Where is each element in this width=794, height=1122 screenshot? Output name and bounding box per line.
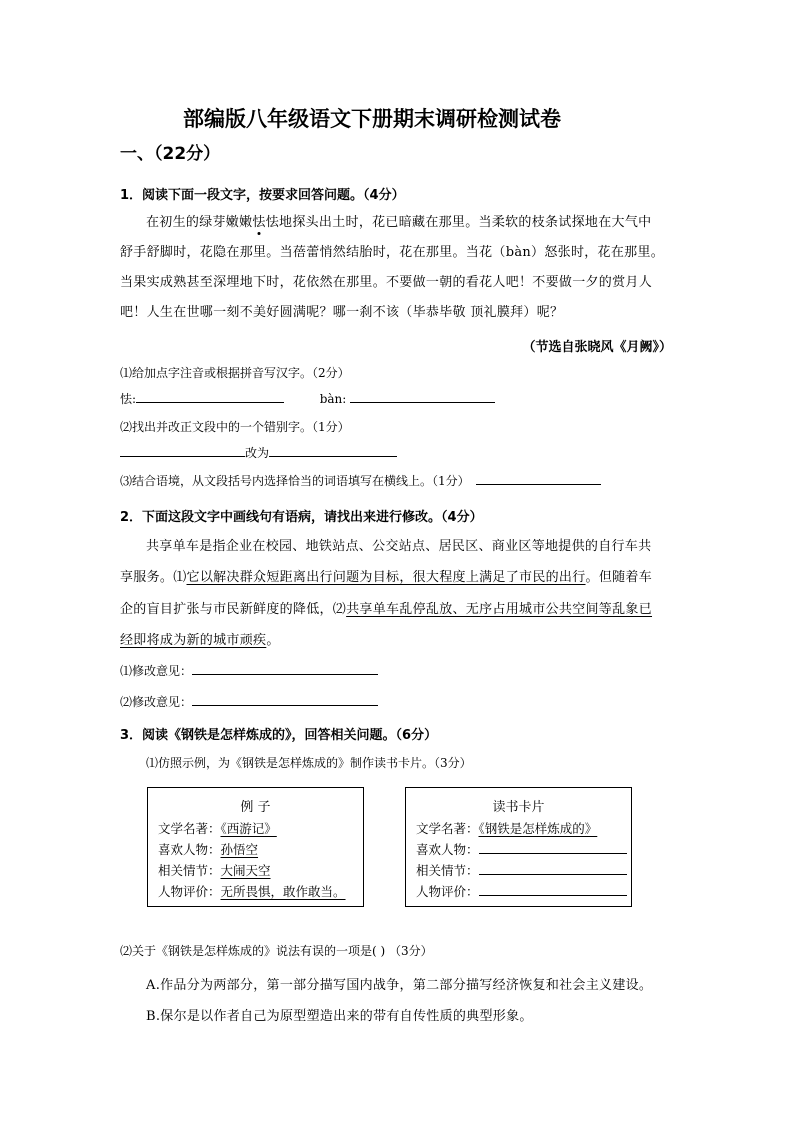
q2-opinion-1 [120, 662, 378, 679]
example-row-label: 喜欢人物： [158, 842, 221, 857]
answer-blank-word-choice[interactable] [476, 472, 601, 485]
reading-card-label: 文学名著： [416, 821, 479, 836]
dotted-char: 怯 [252, 215, 266, 230]
option-b: B.保尔是以作者自己为原型塑造出来的带有自传性质的典型形象。 [146, 1009, 533, 1024]
example-row [158, 819, 277, 837]
example-row-label: 人物评价： [158, 884, 221, 899]
q3-sub1: ⑴仿照示例，为《钢铁是怎样炼成的》制作读书卡片。（3分） [146, 756, 472, 770]
q2-line-2 [120, 566, 652, 585]
reading-card-label: 相关情节： [416, 863, 479, 878]
answer-blank-opinion-2[interactable] [192, 693, 378, 706]
example-row-value: 无所畏惧，敢作敢当。 [220, 884, 346, 899]
example-row-label: 文学名著： [158, 821, 221, 836]
underlined-sentence-1: 它以解决群众短距离出行问题为目标，很大程度上满足了市民的出行 [186, 570, 586, 585]
q1-sub3 [120, 472, 601, 489]
reading-card-title: 读书卡片 [492, 800, 545, 815]
q1-line1-post: 怯地探头出土时，花已暗藏在那里。当柔软的枝条试探地在大气中 [265, 215, 652, 230]
answer-blank-evaluation[interactable] [479, 883, 627, 896]
example-row-value: 孙悟空 [220, 842, 259, 857]
example-row [158, 840, 258, 858]
answer-blank-qie[interactable] [136, 390, 284, 403]
q1-sub1-label-a: 怯: [120, 392, 137, 406]
q1-sub1-answers [120, 390, 495, 407]
underlined-sentence-2: 共享单车乱停乱放、无序占用城市公共空间等乱象已 [346, 602, 653, 617]
page-title: 部编版八年级语文下册期末调研检测试卷 [183, 107, 561, 131]
q2-line2-post: 。但随着车 [585, 570, 653, 585]
example-card [147, 787, 364, 907]
q1-sub2-mid: 改为 [245, 446, 270, 460]
answer-blank-wrong-char[interactable] [120, 444, 245, 457]
q2-opinion-2-label: ⑵修改意见： [120, 695, 193, 709]
example-row-value: 《西游记》 [220, 821, 277, 836]
q1-sub1: ⑴给加点字注音或根据拼音写汉字。（2分） [120, 366, 350, 380]
q1-sub2-answers [120, 444, 397, 461]
q2-opinion-2 [120, 693, 378, 710]
reading-card-book: 《钢铁是怎样炼成的》 [478, 821, 598, 836]
example-row [158, 882, 346, 900]
q2-line4-post: 。 [266, 633, 280, 648]
underlined-sentence-2-cont: 经即将成为新的城市顽疾 [120, 633, 267, 648]
section-heading: 一、（22分） [120, 144, 221, 164]
q1-sub3-text: ⑶结合语境，从文段括号内选择恰当的词语填写在横线上。（1分） [120, 474, 470, 488]
option-a: A.作品分为两部分，第一部分描写国内战争，第二部分描写经济恢复和社会主义建设。 [146, 978, 653, 993]
example-row-label: 相关情节： [158, 863, 221, 878]
q1-sub2: ⑵找出并改正文段中的一个错别字。（1分） [120, 420, 350, 434]
question-2-heading: 2．下面这段文字中画线句有语病，请找出来进行修改。（4分） [120, 510, 483, 525]
question-1-heading: 1．阅读下面一段文字，按要求回答问题。（4分） [120, 188, 405, 203]
q2-line2-pre: 享服务。⑴ [120, 570, 187, 585]
passage-source: （节选自张晓风《月阙》） [522, 340, 672, 355]
q1-line1-pre: 在初生的绿芽嫩嫩 [146, 215, 253, 230]
reading-card-label: 人物评价： [416, 884, 479, 899]
q2-line-1: 共享单车是指企业在校园、地铁站点、公交站点、居民区、商业区等地提供的自行车共 [146, 539, 652, 554]
q1-paragraph-line-1 [146, 211, 651, 230]
example-row-value: 大闹天空 [220, 863, 271, 878]
answer-blank-correct-char[interactable] [269, 444, 397, 457]
q1-paragraph-line-4: 吧！人生在世哪一刻不美好圆满呢？哪一刹不该（毕恭毕敬 顶礼膜拜）呢？ [120, 305, 564, 320]
answer-blank-ban[interactable] [350, 390, 495, 403]
example-row [158, 861, 271, 879]
reading-card [405, 787, 632, 907]
answer-blank-favorite-character[interactable] [479, 841, 627, 854]
q1-sub1-label-b: bàn: [319, 392, 347, 406]
example-card-title: 例 子 [240, 800, 271, 815]
q1-paragraph-line-3: 当果实成熟甚至深埋地下时，花依然在那里。不要做一朝的看花人吧！不要做一夕的赏月人 [120, 275, 653, 290]
answer-blank-opinion-1[interactable] [192, 662, 378, 675]
reading-card-label: 喜欢人物： [416, 842, 479, 857]
answer-blank-plot[interactable] [479, 862, 627, 875]
q2-line-4 [120, 629, 280, 648]
q2-line-3 [120, 598, 652, 617]
reading-card-row [416, 819, 597, 837]
q1-paragraph-line-2: 舒手舒脚时，花隐在那里。当蓓蕾悄然结胎时，花在那里。当花（bàn）怒张时，花在那里。 [120, 245, 665, 260]
question-3-heading: 3．阅读《钢铁是怎样炼成的》，回答相关问题。（6分） [120, 728, 438, 743]
q2-opinion-1-label: ⑴修改意见： [120, 664, 193, 678]
reading-card-row [416, 861, 627, 879]
q3-sub2: ⑵关于《钢铁是怎样炼成的》说法有误的一项是( ) （3分） [120, 944, 433, 958]
reading-card-row [416, 840, 627, 858]
q2-line3-pre: 企的盲目扩张与市民新鲜度的降低，⑵ [120, 602, 347, 617]
reading-card-row [416, 882, 627, 900]
